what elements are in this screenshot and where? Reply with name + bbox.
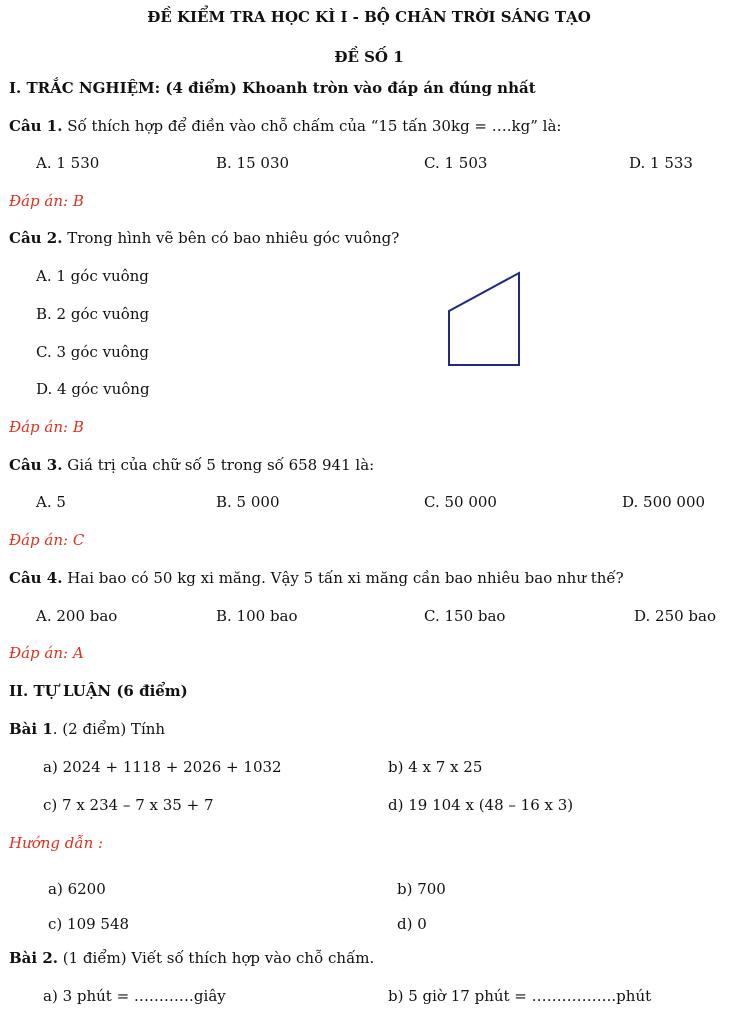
exercise-1 [9,719,165,739]
q1-option-a: A. 1 530 [36,154,100,172]
exercise-2-text: (1 điểm) Viết số thích hợp vào chỗ chấm. [57,949,375,967]
question-2-label: Câu 2. [9,229,63,247]
q4-option-c: C. 150 bao [424,607,506,625]
exam-subtitle: ĐỀ SỐ 1 [334,48,404,66]
q3-option-c: C. 50 000 [424,493,497,511]
b1-item-b: b) 4 x 7 x 25 [388,758,483,776]
exam-title: ĐỀ KIỂM TRA HỌC KÌ I - BỘ CHÂN TRỜI SÁNG TẠO [147,8,591,26]
b2-item-a: a) 3 phút = …………giây [43,987,226,1005]
q3-option-a: A. 5 [36,493,66,511]
question-1 [9,116,561,136]
b1-answer-c: c) 109 548 [48,915,130,933]
question-2 [9,228,399,248]
b1-answer-d: d) 0 [397,915,427,933]
question-4-label: Câu 4. [9,569,63,587]
q4-option-a: A. 200 bao [36,607,118,625]
question-3 [9,455,374,475]
q2-answer: Đáp án: B [9,418,84,436]
question-1-label: Câu 1. [9,117,63,135]
b1-answer-a: a) 6200 [48,880,106,898]
q2-option-c: C. 3 góc vuông [36,343,150,361]
q1-option-c: C. 1 503 [424,154,488,172]
quadrilateral-figure [440,266,530,372]
b1-item-a: a) 2024 + 1118 + 2026 + 1032 [43,758,282,776]
exercise-1-text: . (2 điểm) Tính [52,720,166,738]
section-2-heading: II. TỰ LUẬN (6 điểm) [9,682,188,700]
exercise-2-label: Bài 2. [9,949,58,967]
b1-item-c: c) 7 x 234 – 7 x 35 + 7 [43,796,214,814]
exercise-1-label: Bài 1 [9,720,53,738]
q2-option-d: D. 4 góc vuông [36,380,150,398]
q1-answer: Đáp án: B [9,192,84,210]
q2-option-a: A. 1 góc vuông [36,267,149,285]
q3-option-b: B. 5 000 [216,493,280,511]
b1-item-d: d) 19 104 x (48 – 16 x 3) [388,796,574,814]
question-1-text: Số thích hợp để điền vào chỗ chấm của “15 tấn 30kg = ….kg” là: [62,117,562,135]
b1-guide: Hướng dẫn : [9,834,104,852]
q4-option-d: D. 250 bao [634,607,717,625]
question-3-text: Giá trị của chữ số 5 trong số 658 941 là: [62,456,375,474]
q1-option-d: D. 1 533 [629,154,693,172]
section-1-heading: I. TRẮC NGHIỆM: (4 điểm) Khoanh tròn vào đáp án đúng nhất [9,79,536,97]
q2-option-b: B. 2 góc vuông [36,305,150,323]
q3-answer: Đáp án: C [9,531,85,549]
b2-item-b: b) 5 giờ 17 phút = ……………..phút [388,987,652,1005]
q4-answer: Đáp án: A [9,644,84,662]
b1-answer-b: b) 700 [397,880,446,898]
exercise-2 [9,948,374,968]
question-2-text: Trong hình vẽ bên có bao nhiêu góc vuông? [62,229,400,247]
question-4 [9,568,624,588]
q1-option-b: B. 15 030 [216,154,290,172]
q4-option-b: B. 100 bao [216,607,298,625]
question-4-text: Hai bao có 50 kg xi măng. Vậy 5 tấn xi măng cần bao nhiêu bao như thế? [62,569,624,587]
question-3-label: Câu 3. [9,456,63,474]
q3-option-d: D. 500 000 [622,493,706,511]
